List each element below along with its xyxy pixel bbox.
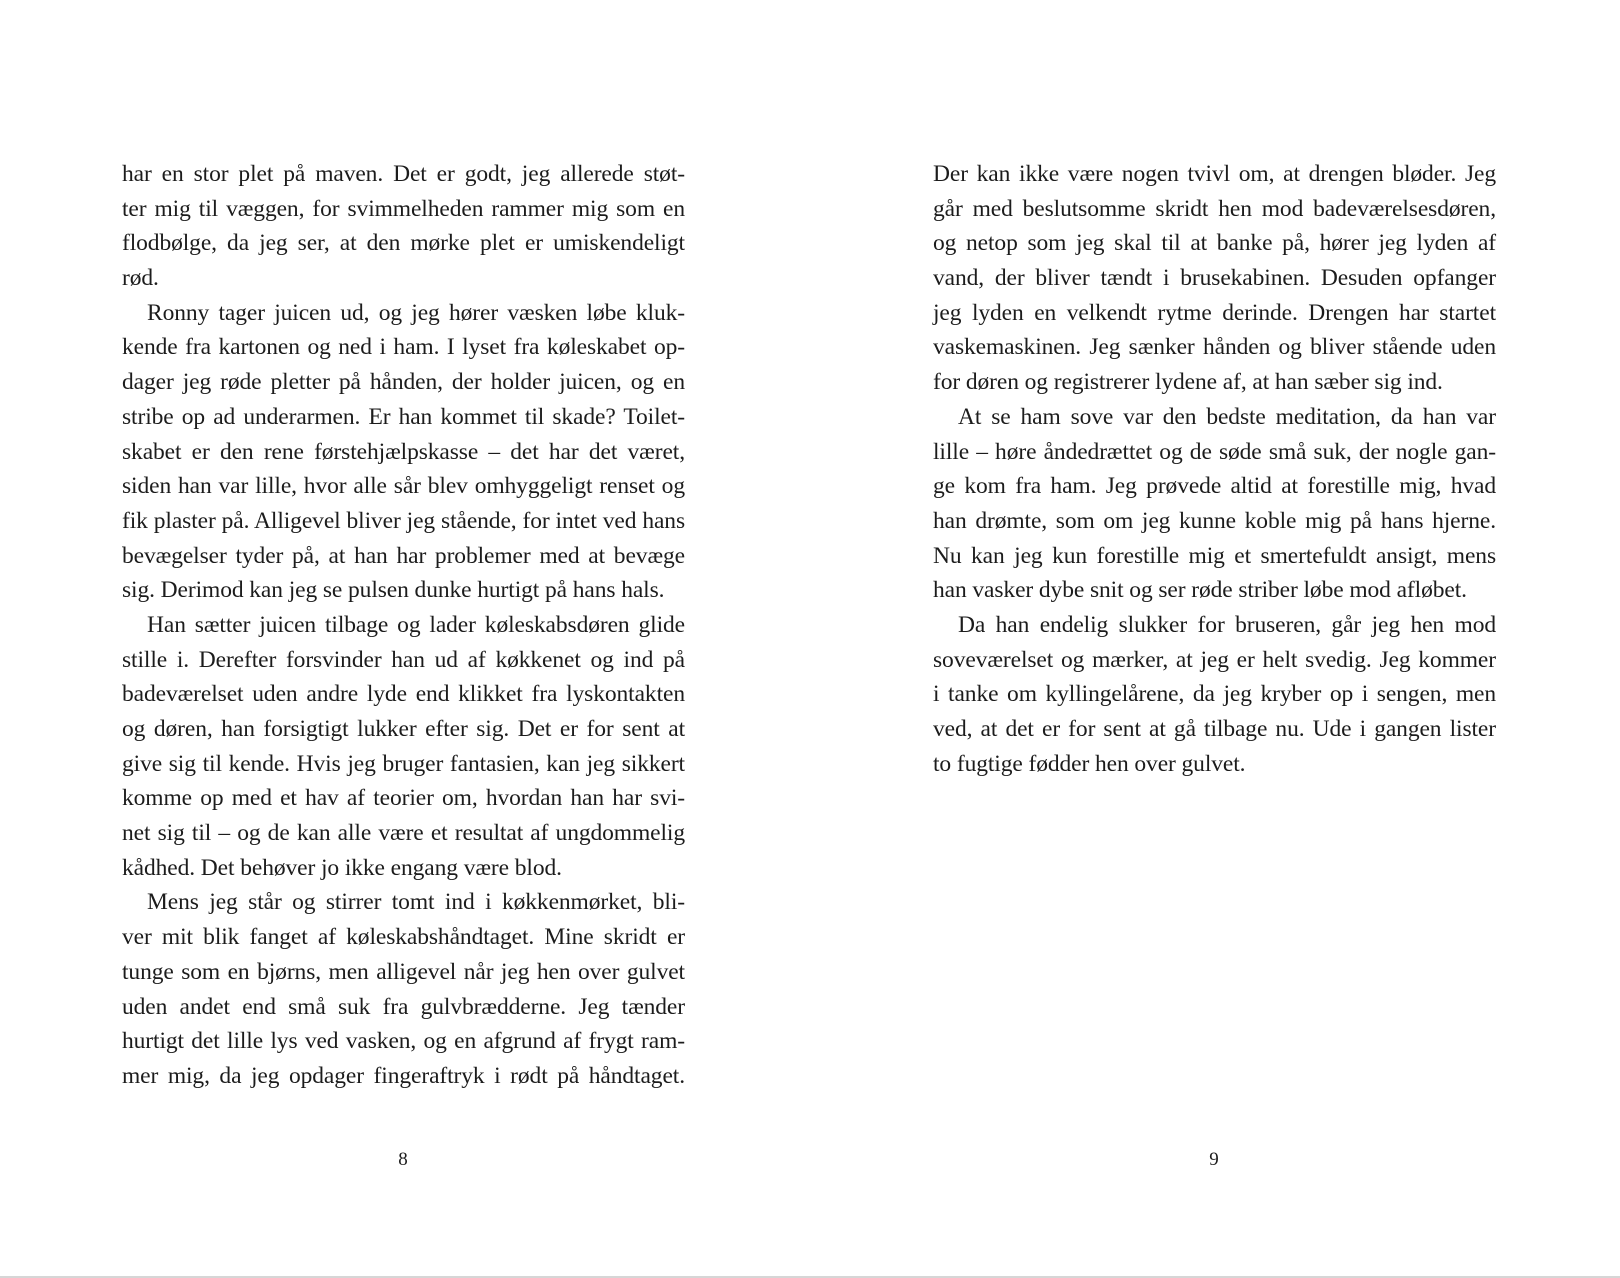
text-line: fik plaster på. Alligevel bliver jeg stående, for intet ved hans — [122, 507, 685, 534]
text-line: har en stor plet på maven. Det er godt, jeg allerede støt- — [122, 161, 685, 187]
text-line: vand, der bliver tændt i brusekabinen. Desuden opfanger — [933, 265, 1496, 292]
text-line: soveværelset og mærker, at jeg er helt svedig. Jeg kommer — [933, 646, 1496, 673]
text-line: uden andet end små suk fra gulvbrædderne. Jeg tænder — [122, 993, 685, 1020]
text-line: hurtigt det lille lys ved vasken, og en afgrund af frygt ram- — [122, 1028, 685, 1055]
text-line: stille i. Derefter forsvinder han ud af køkkenet og ind på — [122, 646, 685, 673]
text-line: dager jeg røde pletter på hånden, der holder juicen, og en — [122, 369, 685, 396]
text-line: for døren og registrerer lydene af, at han sæber sig ind. — [933, 369, 1443, 396]
text-line: ter mig til væggen, for svimmelheden rammer mig som en — [122, 195, 685, 222]
text-line: jeg lyden en velkendt rytme derinde. Drengen har startet — [933, 299, 1496, 326]
text-line: ved, at det er for sent at gå tilbage nu. Ude i gangen lister — [933, 716, 1496, 742]
text-line: lille – høre åndedrættet og de søde små suk, der nogle gan- — [933, 438, 1496, 465]
text-line: komme op med et hav af teorier om, hvordan han har svi- — [122, 785, 685, 812]
text-line: kådhed. Det behøver jo ikke engang være blod. — [122, 854, 562, 881]
text-line: bevægelser tyder på, at han har problemer med at bevæge — [122, 542, 685, 569]
text-line: stribe op ad underarmen. Er han kommet til skade? Toilet- — [122, 403, 685, 430]
text-line: han vasker dybe snit og ser røde striber løbe mod afløbet. — [933, 577, 1467, 604]
text-line: rød. — [122, 265, 159, 292]
text-line: to fugtige fødder hen over gulvet. — [933, 750, 1246, 777]
text-line: kende fra kartonen og ned i ham. I lyset fra køleskabet op- — [122, 334, 685, 361]
right-page-text — [933, 157, 1496, 781]
text-line: Nu kan jeg kun forestille mig et smertefuldt ansigt, mens — [933, 542, 1496, 569]
text-line: Der kan ikke være nogen tvivl om, at drengen bløder. Jeg — [933, 161, 1496, 187]
text-line: vaskemaskinen. Jeg sænker hånden og bliver stående uden — [933, 334, 1496, 361]
text-line: og døren, han forsigtigt lukker efter sig. Det er for sent at — [122, 716, 685, 742]
text-line: Da han endelig slukker for bruseren, går jeg hen mod — [958, 611, 1496, 638]
text-line: i tanke om kyllingelårene, da jeg kryber op i sengen, men — [933, 681, 1496, 708]
text-line: og netop som jeg skal til at banke på, hører jeg lyden af — [933, 230, 1496, 257]
text-line: ver mit blik fanget af køleskabshåndtaget. Mine skridt er — [122, 924, 685, 951]
text-line: net sig til – og de kan alle være et resultat af ungdommelig — [122, 820, 685, 847]
text-line: Han sætter juicen tilbage og lader køleskabsdøren glide — [147, 611, 685, 638]
text-line: sig. Derimod kan jeg se pulsen dunke hurtigt på hans hals. — [122, 577, 665, 604]
text-line: flodbølge, da jeg ser, at den mørke plet er umiskendeligt — [122, 230, 685, 257]
text-line: badeværelset uden andre lyde end klikket fra lyskontakten — [122, 681, 685, 708]
text-line: går med beslutsomme skridt hen mod badeværelsesdøren, — [933, 195, 1496, 222]
left-page-text — [122, 157, 685, 1094]
text-line: mer mig, da jeg opdager fingeraftryk i rødt på håndtaget. — [122, 1062, 685, 1089]
text-line: skabet er den rene førstehjælpskasse – det har det været, — [122, 438, 685, 465]
text-line: At se ham sove var den bedste meditation, da han var — [958, 403, 1496, 430]
page-number: 9 — [1209, 1149, 1219, 1170]
text-line: tunge som en bjørns, men alligevel når jeg hen over gulvet — [122, 958, 685, 985]
text-line: siden han var lille, hvor alle sår blev omhyggeligt renset og — [122, 473, 685, 500]
page-number: 8 — [398, 1149, 408, 1170]
text-line: give sig til kende. Hvis jeg bruger fantasien, kan jeg sikkert — [122, 750, 685, 777]
text-line: han drømte, som om jeg kunne koble mig på hans hjerne. — [933, 507, 1496, 534]
right-page — [810, 0, 1620, 1278]
text-line: ge kom fra ham. Jeg prøvede altid at forestille mig, hvad — [933, 473, 1496, 500]
text-line: Mens jeg står og stirrer tomt ind i køkkenmørket, bli- — [147, 889, 685, 916]
text-line: Ronny tager juicen ud, og jeg hører væsken løbe kluk- — [147, 299, 685, 326]
